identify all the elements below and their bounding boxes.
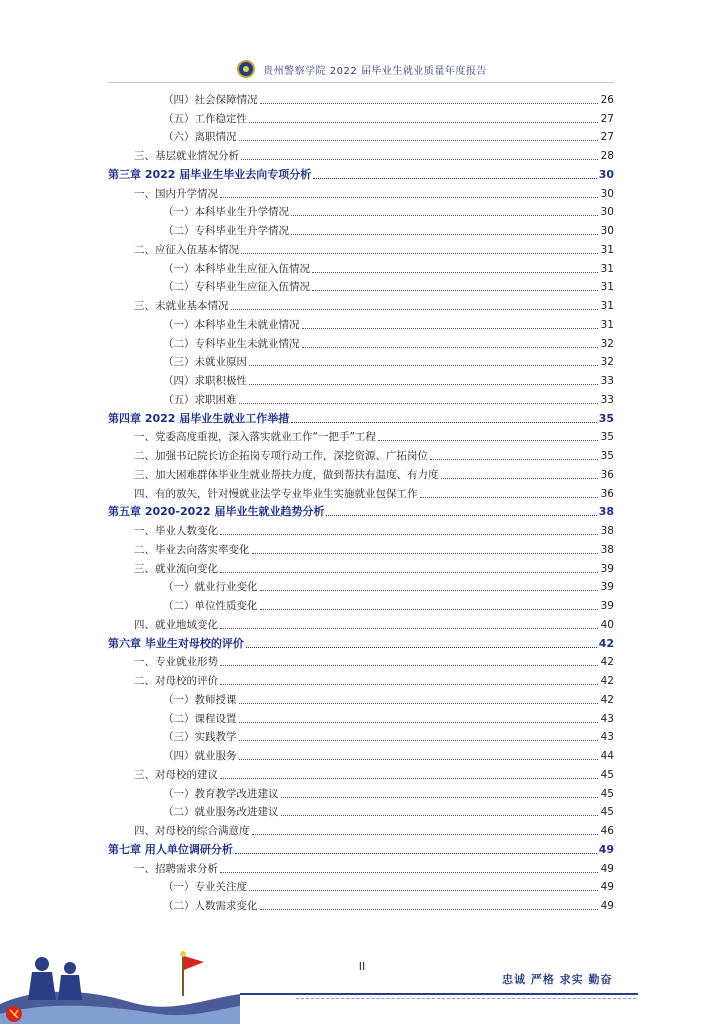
toc-entry-label: 一、专业就业形势 [134,656,218,669]
toc-dot-leader [249,365,598,366]
toc-dot-leader [252,553,599,554]
toc-entry-label: 第四章 2022 届毕业生就业工作举措 [108,411,290,425]
toc-dot-leader [241,159,598,160]
page-number: II [358,960,366,973]
toc-subsection-entry[interactable] [108,126,614,145]
toc-dot-leader [281,797,599,798]
toc-dot-leader [239,722,599,723]
toc-entry-label: （一）教师授课 [163,693,237,706]
toc-subsection-entry[interactable] [108,594,614,613]
toc-entry-label: （一）教育教学改进建议 [163,787,279,800]
toc-dot-leader [430,459,598,460]
toc-subsection-entry[interactable] [108,351,614,370]
toc-entry-label: 四、就业地域变化 [134,618,218,631]
toc-entry-label: 一、国内升学情况 [134,187,218,200]
toc-entry-page: 43 [600,731,614,744]
toc-dot-leader [302,347,599,348]
toc-subsection-entry[interactable] [108,782,614,801]
toc-subsection-entry[interactable] [108,107,614,126]
toc-section-entry[interactable] [108,238,614,257]
toc-entry-page: 49 [600,862,614,875]
toc-section-entry[interactable] [108,763,614,782]
toc-entry-label: （五）工作稳定性 [163,112,247,125]
page-header [0,56,724,82]
toc-entry-label: 一、毕业人数变化 [134,525,218,537]
toc-entry-page: 28 [600,150,614,162]
flag-icon [180,951,204,996]
toc-entry-label: （三）未就业原因 [163,356,247,369]
toc-section-entry[interactable] [108,144,614,163]
toc-entry-page: 39 [600,562,614,575]
toc-subsection-entry[interactable] [108,332,614,351]
toc-entry-page: 39 [600,600,614,612]
toc-entry-label: 四、对母校的综合满意度 [134,825,250,837]
toc-subsection-entry[interactable] [108,276,614,295]
toc-subsection-entry[interactable] [108,313,614,332]
toc-dot-leader [441,478,599,479]
toc-dot-leader [420,497,599,498]
toc-entry-page: 38 [600,525,614,537]
toc-entry-page: 31 [600,243,614,256]
toc-chapter-entry[interactable] [108,632,614,651]
toc-section-entry[interactable] [108,426,614,445]
toc-entry-page: 45 [600,787,614,800]
toc-dot-leader [326,515,596,516]
toc-entry-label: （一）专业关注度 [163,881,247,894]
toc-subsection-entry[interactable] [108,369,614,388]
toc-entry-label: （四）社会保障情况 [163,93,258,106]
toc-dot-leader [260,590,599,591]
toc-entry-label: 三、未就业基本情况 [134,300,229,312]
toc-section-entry[interactable] [108,538,614,557]
toc-entry-label: （六）离职情况 [163,131,237,144]
toc-entry-page: 35 [600,450,614,462]
header-title: 贵州警察学院 2022 届毕业生就业质量年度报告 [263,65,487,77]
toc-dot-leader [220,778,598,779]
toc-entry-label: （五）求职困难 [163,393,237,406]
toc-subsection-entry[interactable] [108,88,614,107]
toc-entry-label: （二）就业服务改进建议 [163,806,279,819]
toc-dot-leader [378,440,598,441]
toc-subsection-entry[interactable] [108,219,614,238]
toc-section-entry[interactable] [108,463,614,482]
toc-dot-leader [235,853,597,854]
toc-entry-page: 35 [600,431,614,444]
toc-entry-page: 26 [600,93,614,106]
toc-dot-leader [220,665,598,666]
toc-entry-page: 31 [600,262,614,275]
toc-subsection-entry[interactable] [108,894,614,913]
toc-dot-leader [291,215,598,216]
toc-dot-leader [312,272,598,273]
toc-entry-label: 二、毕业去向落实率变化 [134,543,250,556]
toc-dot-leader [220,628,598,629]
toc-entry-label: （二）人数需求变化 [163,900,258,912]
toc-subsection-entry[interactable] [108,201,614,220]
toc-dot-leader [239,759,599,760]
toc-entry-page: 49 [598,842,614,856]
toc-section-entry[interactable] [108,651,614,670]
toc-entry-page: 36 [600,487,614,500]
toc-dot-leader [239,140,599,141]
toc-entry-label: 四、有的放矢，针对慢就业法学专业毕业生实施就业包保工作 [134,487,418,500]
toc-entry-page: 45 [600,806,614,819]
toc-entry-page: 32 [600,337,614,350]
toc-entry-label: 三、加大困难群体毕业生就业帮扶力度，做到帮扶有温度、有力度 [134,468,439,481]
toc-dot-leader [291,422,596,423]
toc-entry-label: 第五章 2020-2022 届毕业生就业趋势分析 [108,505,325,519]
toc-subsection-entry[interactable] [108,744,614,763]
toc-entry-label: （二）专科毕业生应征入伍情况 [163,281,310,294]
toc-subsection-entry[interactable] [108,688,614,707]
toc-chapter-entry[interactable] [108,163,614,182]
toc-entry-label: 二、加强书记院长访企拓岗专项行动工作，深挖资源、广拓岗位 [134,450,428,462]
toc-subsection-entry[interactable] [108,876,614,895]
toc-entry-label: （一）本科毕业生应征入伍情况 [163,262,310,275]
toc-entry-page: 33 [600,393,614,406]
toc-chapter-entry[interactable] [108,838,614,857]
toc-section-entry[interactable] [108,857,614,876]
toc-entry-page: 38 [598,505,614,519]
toc-entry-label: 三、基层就业情况分析 [134,150,239,162]
toc-dot-leader [239,703,599,704]
toc-entry-label: 第六章 毕业生对母校的评价 [108,636,244,650]
toc-dot-leader [252,834,599,835]
toc-entry-page: 45 [600,768,614,781]
toc-entry-page: 31 [600,281,614,294]
toc-dot-leader [220,684,598,685]
toc-entry-page: 36 [600,468,614,481]
toc-entry-label: （二）专科毕业生升学情况 [163,225,289,237]
footer-dashed-divider [296,998,636,999]
toc-entry-page: 40 [600,618,614,631]
toc-entry-page: 30 [600,206,614,219]
toc-entry-label: 二、应征入伍基本情况 [134,243,239,256]
toc-dot-leader [313,178,596,179]
toc-entry-page: 44 [600,750,614,762]
toc-entry-page: 49 [600,900,614,912]
toc-entry-page: 27 [600,112,614,125]
toc-section-entry[interactable] [108,444,614,463]
toc-dot-leader [281,815,599,816]
toc-entry-label: （二）课程设置 [163,712,237,725]
toc-entry-page: 27 [600,131,614,144]
header-divider [108,82,614,83]
toc-dot-leader [249,890,598,891]
toc-entry-label: 第七章 用人单位调研分析 [108,842,233,856]
table-of-contents [108,88,614,913]
toc-chapter-entry[interactable] [108,501,614,520]
toc-entry-label: 第三章 2022 届毕业生毕业去向专项分析 [108,167,312,181]
toc-entry-label: 一、党委高度重视，深入落实就业工作“一把手”工程 [134,431,376,444]
toc-entry-label: （四）就业服务 [163,750,237,762]
toc-entry-page: 31 [600,318,614,331]
toc-entry-page: 33 [600,375,614,387]
toc-dot-leader [291,234,598,235]
toc-entry-page: 31 [600,300,614,312]
toc-entry-label: （二）专科毕业生未就业情况 [163,337,300,350]
toc-dot-leader [220,572,598,573]
toc-dot-leader [239,740,599,741]
toc-entry-label: 一、招聘需求分析 [134,862,218,875]
toc-entry-page: 46 [600,825,614,837]
toc-dot-leader [260,103,599,104]
toc-entry-page: 49 [600,881,614,894]
toc-subsection-entry[interactable] [108,726,614,745]
toc-dot-leader [231,309,599,310]
toc-dot-leader [249,122,598,123]
toc-dot-leader [241,253,598,254]
toc-section-entry[interactable] [108,613,614,632]
toc-entry-label: （三）实践教学 [163,731,237,744]
toc-entry-label: （一）本科毕业生升学情况 [163,206,289,219]
toc-dot-leader [220,872,598,873]
toc-entry-page: 42 [598,636,614,650]
toc-entry-label: （一）就业行业变化 [163,581,258,594]
toc-section-entry[interactable] [108,182,614,201]
toc-entry-page: 42 [600,656,614,669]
toc-section-entry[interactable] [108,669,614,688]
toc-dot-leader [220,534,598,535]
toc-dot-leader [249,384,598,385]
toc-chapter-entry[interactable] [108,407,614,426]
toc-entry-page: 30 [600,187,614,200]
toc-entry-label: 三、就业流向变化 [134,562,218,575]
toc-entry-label: 二、对母校的评价 [134,675,218,687]
toc-entry-label: （二）单位性质变化 [163,600,258,612]
toc-entry-label: （一）本科毕业生未就业情况 [163,318,300,331]
toc-section-entry[interactable] [108,482,614,501]
toc-subsection-entry[interactable] [108,257,614,276]
toc-entry-label: 三、对母校的建议 [134,768,218,781]
toc-entry-page: 32 [600,356,614,369]
toc-dot-leader [260,609,599,610]
toc-section-entry[interactable] [108,557,614,576]
toc-entry-page: 35 [598,411,614,425]
toc-dot-leader [260,909,599,910]
toc-subsection-entry[interactable] [108,576,614,595]
toc-entry-page: 42 [600,675,614,687]
toc-dot-leader [220,197,598,198]
toc-entry-label: （四）求职积极性 [163,375,247,387]
toc-entry-page: 39 [600,581,614,594]
toc-dot-leader [246,647,597,648]
toc-dot-leader [302,328,599,329]
toc-dot-leader [312,290,598,291]
toc-subsection-entry[interactable] [108,801,614,820]
toc-dot-leader [239,403,599,404]
toc-section-entry[interactable] [108,819,614,838]
toc-entry-page: 42 [600,693,614,706]
toc-entry-page: 38 [600,543,614,556]
college-motto: 忠诚 严格 求实 勤奋 [502,973,613,986]
toc-subsection-entry[interactable] [108,707,614,726]
toc-entry-page: 30 [598,167,614,181]
toc-entry-page: 43 [600,712,614,725]
footer-divider [240,993,638,995]
toc-section-entry[interactable] [108,519,614,538]
college-logo-icon [237,60,255,78]
toc-section-entry[interactable] [108,294,614,313]
toc-entry-page: 30 [600,225,614,237]
toc-subsection-entry[interactable] [108,388,614,407]
party-emblem-icon [6,1006,22,1022]
